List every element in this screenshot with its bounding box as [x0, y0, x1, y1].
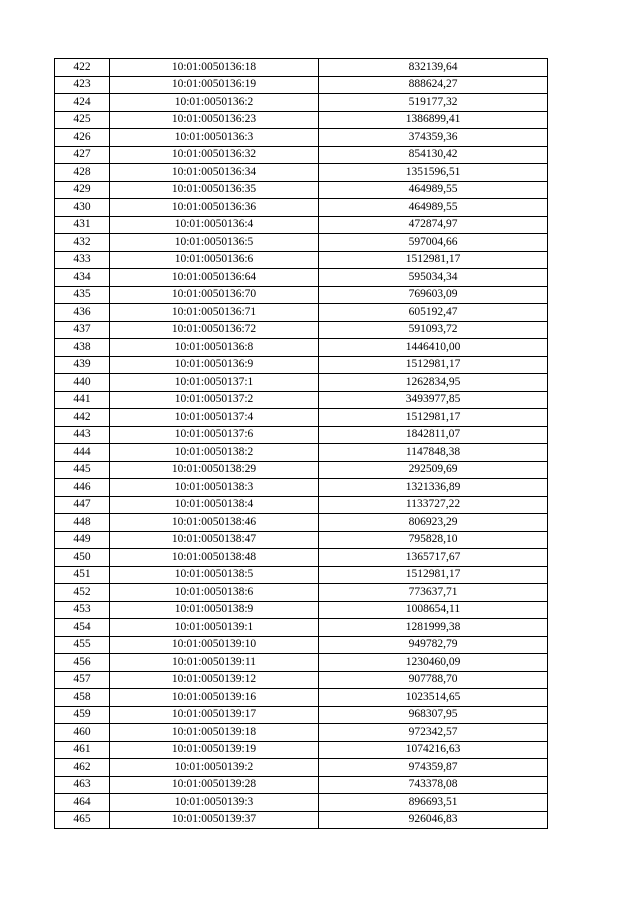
value-cell: 1386899,41	[319, 111, 548, 129]
cadastral-number-cell: 10:01:0050139:16	[110, 689, 319, 707]
value-cell: 1321336,89	[319, 479, 548, 497]
cadastral-number-cell: 10:01:0050137:2	[110, 391, 319, 409]
cadastral-number-cell: 10:01:0050136:70	[110, 286, 319, 304]
table-row	[55, 461, 548, 479]
value-cell: 472874,97	[319, 216, 548, 234]
value-cell: 1446410,00	[319, 339, 548, 357]
cadastral-number-cell: 10:01:0050139:10	[110, 636, 319, 654]
value-cell: 974359,87	[319, 759, 548, 777]
value-cell: 1281999,38	[319, 619, 548, 637]
value-cell: 972342,57	[319, 724, 548, 742]
value-cell: 1512981,17	[319, 409, 548, 427]
row-number-cell: 458	[55, 689, 110, 707]
row-number-cell: 429	[55, 181, 110, 199]
row-number-cell: 430	[55, 199, 110, 217]
table-row	[55, 794, 548, 812]
row-number-cell: 463	[55, 776, 110, 794]
value-cell: 896693,51	[319, 794, 548, 812]
row-number-cell: 428	[55, 164, 110, 182]
table-row	[55, 619, 548, 637]
table-row	[55, 426, 548, 444]
cadastral-number-cell: 10:01:0050139:17	[110, 706, 319, 724]
row-number-cell: 465	[55, 811, 110, 829]
cadastral-number-cell: 10:01:0050138:6	[110, 584, 319, 602]
table-row	[55, 94, 548, 112]
row-number-cell: 437	[55, 321, 110, 339]
table-row	[55, 321, 548, 339]
row-number-cell: 444	[55, 444, 110, 462]
value-cell: 1023514,65	[319, 689, 548, 707]
cadastral-number-cell: 10:01:0050139:28	[110, 776, 319, 794]
cadastral-number-cell: 10:01:0050136:32	[110, 146, 319, 164]
cadastral-number-cell: 10:01:0050138:9	[110, 601, 319, 619]
table-row	[55, 741, 548, 759]
cadastral-number-cell: 10:01:0050136:36	[110, 199, 319, 217]
cadastral-number-cell: 10:01:0050138:4	[110, 496, 319, 514]
cadastral-number-cell: 10:01:0050138:2	[110, 444, 319, 462]
value-cell: 1147848,38	[319, 444, 548, 462]
cadastral-number-cell: 10:01:0050139:1	[110, 619, 319, 637]
row-number-cell: 449	[55, 531, 110, 549]
table-row	[55, 216, 548, 234]
value-cell: 519177,32	[319, 94, 548, 112]
cadastral-number-cell: 10:01:0050137:6	[110, 426, 319, 444]
value-cell: 968307,95	[319, 706, 548, 724]
table-row	[55, 164, 548, 182]
table-row	[55, 269, 548, 287]
table-row	[55, 514, 548, 532]
value-cell: 1133727,22	[319, 496, 548, 514]
row-number-cell: 423	[55, 76, 110, 94]
value-cell: 854130,42	[319, 146, 548, 164]
cadastral-number-cell: 10:01:0050136:5	[110, 234, 319, 252]
value-cell: 926046,83	[319, 811, 548, 829]
table-row	[55, 129, 548, 147]
value-cell: 949782,79	[319, 636, 548, 654]
table-row	[55, 566, 548, 584]
cadastral-number-cell: 10:01:0050139:18	[110, 724, 319, 742]
row-number-cell: 426	[55, 129, 110, 147]
row-number-cell: 460	[55, 724, 110, 742]
row-number-cell: 435	[55, 286, 110, 304]
table-row	[55, 759, 548, 777]
cadastral-number-cell: 10:01:0050136:18	[110, 59, 319, 77]
cadastral-number-cell: 10:01:0050136:6	[110, 251, 319, 269]
value-cell: 1842811,07	[319, 426, 548, 444]
row-number-cell: 454	[55, 619, 110, 637]
table-row	[55, 601, 548, 619]
table-row	[55, 479, 548, 497]
cadastral-number-cell: 10:01:0050138:48	[110, 549, 319, 567]
row-number-cell: 432	[55, 234, 110, 252]
cadastral-number-cell: 10:01:0050136:9	[110, 356, 319, 374]
table-row	[55, 724, 548, 742]
value-cell: 832139,64	[319, 59, 548, 77]
table-row	[55, 146, 548, 164]
table-row	[55, 374, 548, 392]
value-cell: 888624,27	[319, 76, 548, 94]
value-cell: 743378,08	[319, 776, 548, 794]
cadastral-number-cell: 10:01:0050136:72	[110, 321, 319, 339]
cadastral-number-cell: 10:01:0050136:4	[110, 216, 319, 234]
row-number-cell: 453	[55, 601, 110, 619]
table-row	[55, 531, 548, 549]
row-number-cell: 422	[55, 59, 110, 77]
table-row	[55, 654, 548, 672]
table-row	[55, 584, 548, 602]
table-row	[55, 59, 548, 77]
value-cell: 597004,66	[319, 234, 548, 252]
table-row	[55, 496, 548, 514]
cadastral-number-cell: 10:01:0050139:12	[110, 671, 319, 689]
value-cell: 595034,34	[319, 269, 548, 287]
value-cell: 1512981,17	[319, 251, 548, 269]
value-cell: 1512981,17	[319, 566, 548, 584]
cadastral-number-cell: 10:01:0050136:34	[110, 164, 319, 182]
table-row	[55, 111, 548, 129]
row-number-cell: 446	[55, 479, 110, 497]
value-cell: 1008654,11	[319, 601, 548, 619]
cadastral-number-cell: 10:01:0050136:2	[110, 94, 319, 112]
table-row	[55, 199, 548, 217]
table-row	[55, 76, 548, 94]
value-cell: 769603,09	[319, 286, 548, 304]
row-number-cell: 425	[55, 111, 110, 129]
row-number-cell: 427	[55, 146, 110, 164]
row-number-cell: 459	[55, 706, 110, 724]
cadastral-number-cell: 10:01:0050139:37	[110, 811, 319, 829]
value-cell: 591093,72	[319, 321, 548, 339]
row-number-cell: 431	[55, 216, 110, 234]
cadastral-number-cell: 10:01:0050138:29	[110, 461, 319, 479]
value-cell: 1262834,95	[319, 374, 548, 392]
value-cell: 806923,29	[319, 514, 548, 532]
table-body	[55, 59, 548, 829]
table-row	[55, 409, 548, 427]
row-number-cell: 457	[55, 671, 110, 689]
row-number-cell: 462	[55, 759, 110, 777]
table-row	[55, 251, 548, 269]
row-number-cell: 464	[55, 794, 110, 812]
table-row	[55, 304, 548, 322]
value-cell: 795828,10	[319, 531, 548, 549]
table-row	[55, 671, 548, 689]
table-row	[55, 391, 548, 409]
value-cell: 464989,55	[319, 181, 548, 199]
value-cell: 1230460,09	[319, 654, 548, 672]
cadastral-number-cell: 10:01:0050138:46	[110, 514, 319, 532]
value-cell: 1351596,51	[319, 164, 548, 182]
value-cell: 1512981,17	[319, 356, 548, 374]
row-number-cell: 443	[55, 426, 110, 444]
row-number-cell: 441	[55, 391, 110, 409]
row-number-cell: 436	[55, 304, 110, 322]
row-number-cell: 442	[55, 409, 110, 427]
row-number-cell: 455	[55, 636, 110, 654]
table-row	[55, 689, 548, 707]
value-cell: 1365717,67	[319, 549, 548, 567]
cadastral-number-cell: 10:01:0050139:3	[110, 794, 319, 812]
cadastral-number-cell: 10:01:0050139:2	[110, 759, 319, 777]
cadastral-number-cell: 10:01:0050136:64	[110, 269, 319, 287]
table-row	[55, 181, 548, 199]
row-number-cell: 438	[55, 339, 110, 357]
cadastral-number-cell: 10:01:0050136:71	[110, 304, 319, 322]
value-cell: 907788,70	[319, 671, 548, 689]
table-row	[55, 356, 548, 374]
table-row	[55, 549, 548, 567]
row-number-cell: 445	[55, 461, 110, 479]
value-cell: 464989,55	[319, 199, 548, 217]
row-number-cell: 439	[55, 356, 110, 374]
cadastral-number-cell: 10:01:0050138:5	[110, 566, 319, 584]
row-number-cell: 461	[55, 741, 110, 759]
cadastral-number-cell: 10:01:0050139:19	[110, 741, 319, 759]
row-number-cell: 451	[55, 566, 110, 584]
row-number-cell: 447	[55, 496, 110, 514]
row-number-cell: 452	[55, 584, 110, 602]
table-row	[55, 234, 548, 252]
row-number-cell: 456	[55, 654, 110, 672]
row-number-cell: 424	[55, 94, 110, 112]
table-row	[55, 776, 548, 794]
table-row	[55, 339, 548, 357]
cadastral-number-cell: 10:01:0050136:19	[110, 76, 319, 94]
value-cell: 374359,36	[319, 129, 548, 147]
table-row	[55, 444, 548, 462]
row-number-cell: 448	[55, 514, 110, 532]
value-cell: 3493977,85	[319, 391, 548, 409]
row-number-cell: 433	[55, 251, 110, 269]
row-number-cell: 440	[55, 374, 110, 392]
table-row	[55, 286, 548, 304]
cadastral-number-cell: 10:01:0050138:3	[110, 479, 319, 497]
cadastral-number-cell: 10:01:0050139:11	[110, 654, 319, 672]
table-row	[55, 811, 548, 829]
table-row	[55, 706, 548, 724]
value-cell: 773637,71	[319, 584, 548, 602]
row-number-cell: 450	[55, 549, 110, 567]
table-row	[55, 636, 548, 654]
cadastral-number-cell: 10:01:0050137:4	[110, 409, 319, 427]
cadastral-number-cell: 10:01:0050137:1	[110, 374, 319, 392]
cadastral-number-cell: 10:01:0050136:3	[110, 129, 319, 147]
cadastral-number-cell: 10:01:0050138:47	[110, 531, 319, 549]
cadastral-number-cell: 10:01:0050136:23	[110, 111, 319, 129]
row-number-cell: 434	[55, 269, 110, 287]
cadastral-number-cell: 10:01:0050136:8	[110, 339, 319, 357]
value-cell: 292509,69	[319, 461, 548, 479]
value-cell: 1074216,63	[319, 741, 548, 759]
value-cell: 605192,47	[319, 304, 548, 322]
cadastral-value-table	[54, 58, 548, 829]
cadastral-number-cell: 10:01:0050136:35	[110, 181, 319, 199]
